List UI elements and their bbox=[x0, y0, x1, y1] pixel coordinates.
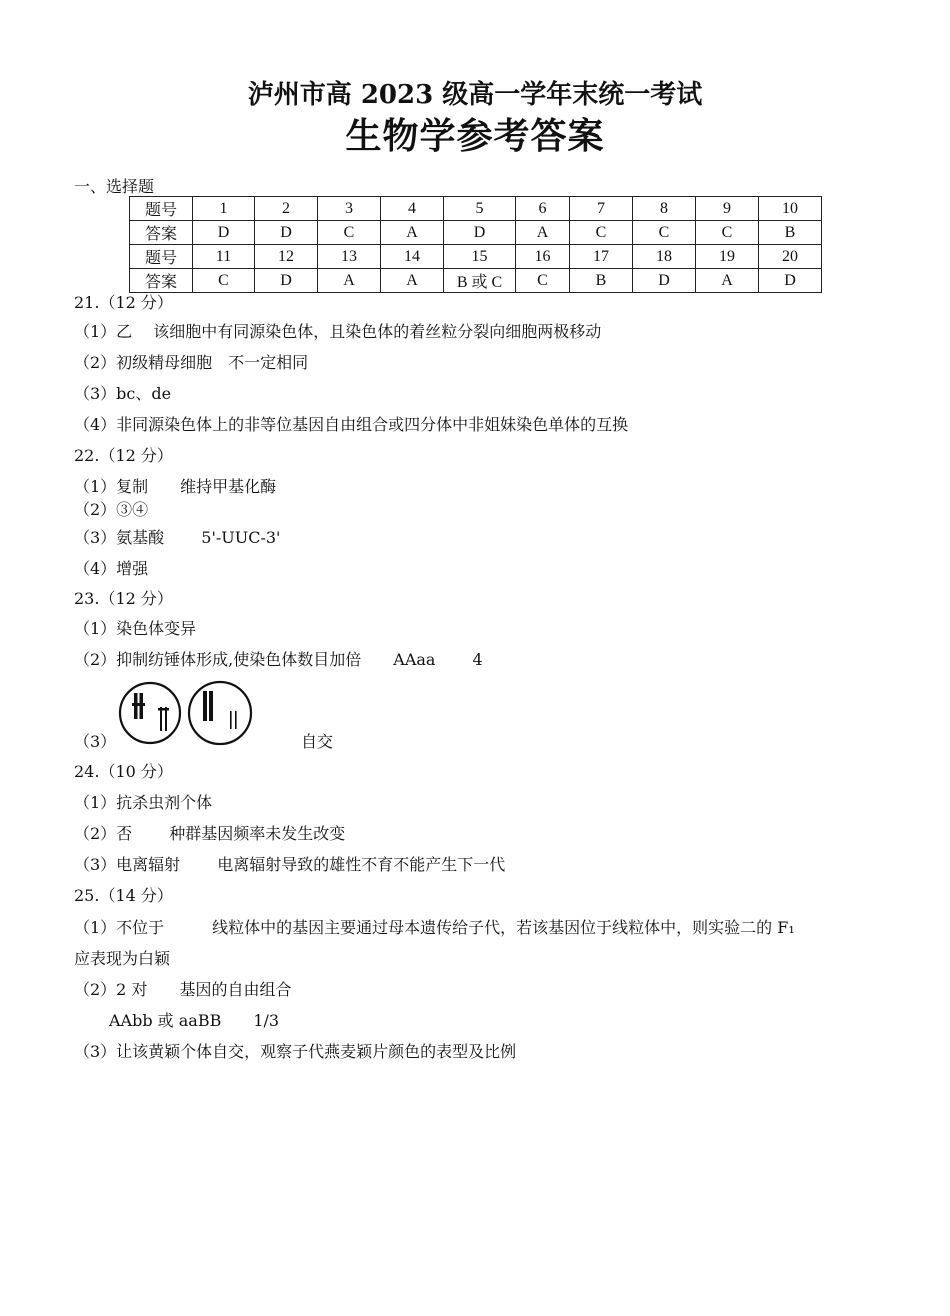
table-cell: A bbox=[381, 269, 444, 293]
q24-heading: 24.（10 分） bbox=[74, 762, 173, 781]
table-cell: D bbox=[255, 269, 318, 293]
q24-answer-3: （3）电离辐射 电离辐射导致的雄性不育不能产生下一代 bbox=[74, 855, 506, 874]
table-cell: D bbox=[633, 269, 696, 293]
table-cell: B bbox=[570, 269, 633, 293]
table-cell: 15 bbox=[444, 245, 516, 269]
table-cell: 12 bbox=[255, 245, 318, 269]
q25-heading: 25.（14 分） bbox=[74, 886, 173, 905]
q25-answer-2-sub: AAbb 或 aaBB 1/3 bbox=[109, 1011, 280, 1030]
cell-right bbox=[189, 682, 251, 744]
table-cell: 11 bbox=[193, 245, 255, 269]
table-cell: A bbox=[696, 269, 759, 293]
row-label: 答案 bbox=[130, 269, 193, 293]
q21-answer-2: （2）初级精母细胞 不一定相同 bbox=[74, 353, 309, 372]
q25-answer-3: （3）让该黄颖个体自交，观察子代燕麦颖片颜色的表型及比例 bbox=[74, 1042, 517, 1061]
table-row-answers bbox=[130, 269, 822, 293]
table-row-answers bbox=[130, 221, 822, 245]
q23-answer-3-label: （3） bbox=[74, 732, 117, 751]
chromosome-diagram bbox=[118, 679, 258, 747]
table-cell: 2 bbox=[255, 197, 318, 221]
row-label: 题号 bbox=[130, 197, 193, 221]
table-cell: 4 bbox=[381, 197, 444, 221]
table-cell: 10 bbox=[759, 197, 822, 221]
table-cell: 3 bbox=[318, 197, 381, 221]
table-cell: 16 bbox=[516, 245, 570, 269]
table-cell: C bbox=[516, 269, 570, 293]
table-row-numbers bbox=[130, 245, 822, 269]
table-cell: B bbox=[759, 221, 822, 245]
table-cell: 6 bbox=[516, 197, 570, 221]
table-cell: D bbox=[759, 269, 822, 293]
answer-key-title: 生物学参考答案 bbox=[345, 115, 605, 157]
q22-answer-3: （3）氨基酸 5'-UUC-3' bbox=[74, 528, 281, 547]
table-cell: D bbox=[444, 221, 516, 245]
table-cell: 1 bbox=[193, 197, 255, 221]
table-cell: A bbox=[381, 221, 444, 245]
q23-answer-1: （1）染色体变异 bbox=[74, 619, 197, 638]
table-cell: 8 bbox=[633, 197, 696, 221]
row-label: 答案 bbox=[130, 221, 193, 245]
q23-answer-3: 自交 bbox=[301, 732, 334, 751]
table-cell: 17 bbox=[570, 245, 633, 269]
q22-heading: 22.（12 分） bbox=[74, 446, 173, 465]
q22-answer-2: （2）③④ bbox=[74, 500, 149, 519]
table-cell: 5 bbox=[444, 197, 516, 221]
table-cell: 14 bbox=[381, 245, 444, 269]
q25-answer-2: （2）2 对 基因的自由组合 bbox=[74, 980, 292, 999]
exam-title: 泸州市高 2023 级高一学年末统一考试 bbox=[247, 80, 703, 110]
q25-answer-1-cont: 应表现为白颖 bbox=[74, 949, 171, 968]
table-cell: A bbox=[318, 269, 381, 293]
table-cell: 20 bbox=[759, 245, 822, 269]
q24-answer-2: （2）否 种群基因频率未发生改变 bbox=[74, 824, 346, 843]
q24-answer-1: （1）抗杀虫剂个体 bbox=[74, 793, 213, 812]
table-cell: C bbox=[193, 269, 255, 293]
table-cell: C bbox=[633, 221, 696, 245]
table-cell: D bbox=[193, 221, 255, 245]
q25-answer-1: （1）不位于 线粒体中的基因主要通过母本遗传给子代，若该基因位于线粒体中，则实验二的 F₁ bbox=[74, 918, 795, 937]
table-cell: C bbox=[696, 221, 759, 245]
choice-answer-table bbox=[129, 196, 822, 293]
q21-answer-1: （1）乙 该细胞中有同源染色体，且染色体的着丝粒分裂向细胞两极移动 bbox=[74, 322, 602, 341]
q23-answer-2: （2）抑制纺锤体形成,使染色体数目加倍 AAaa 4 bbox=[74, 650, 483, 669]
section-label-choice: 一、选择题 bbox=[74, 177, 155, 196]
q21-heading: 21.（12 分） bbox=[74, 293, 173, 312]
q22-answer-1: （1）复制 维持甲基化酶 bbox=[74, 477, 277, 496]
table-cell: C bbox=[318, 221, 381, 245]
table-cell: D bbox=[255, 221, 318, 245]
q23-heading: 23.（12 分） bbox=[74, 589, 173, 608]
table-cell: 9 bbox=[696, 197, 759, 221]
q21-answer-3: （3）bc、de bbox=[74, 384, 172, 403]
cell-left bbox=[120, 683, 180, 743]
q22-answer-4: （4）增强 bbox=[74, 559, 149, 578]
table-cell: B 或 C bbox=[444, 269, 516, 293]
table-row-numbers bbox=[130, 197, 822, 221]
table-cell: 7 bbox=[570, 197, 633, 221]
table-cell: 18 bbox=[633, 245, 696, 269]
row-label: 题号 bbox=[130, 245, 193, 269]
table-cell: C bbox=[570, 221, 633, 245]
table-cell: 19 bbox=[696, 245, 759, 269]
q21-answer-4: （4）非同源染色体上的非等位基因自由组合或四分体中非姐妹染色单体的互换 bbox=[74, 415, 629, 434]
table-cell: A bbox=[516, 221, 570, 245]
table-cell: 13 bbox=[318, 245, 381, 269]
